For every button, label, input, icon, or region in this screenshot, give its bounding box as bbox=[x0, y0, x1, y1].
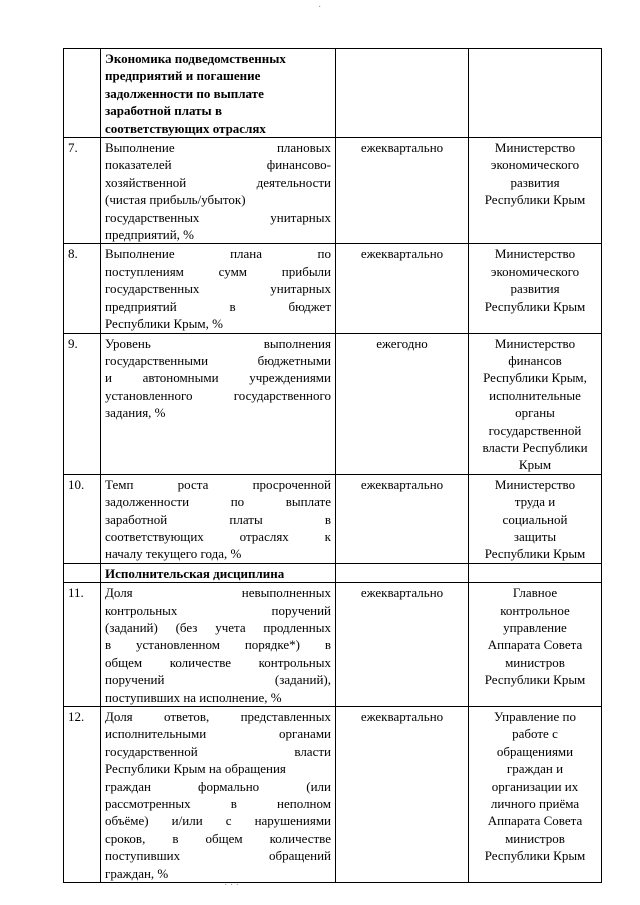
table-row bbox=[64, 333, 602, 474]
responsible-line: государственной bbox=[488, 422, 582, 438]
row-number: 8. bbox=[64, 244, 101, 333]
responsible-authority bbox=[469, 138, 602, 244]
indicator-name-line: (чистая прибыль/убыток) bbox=[105, 192, 246, 208]
indicator-name-line: (заданий) (без учета продленных bbox=[105, 620, 331, 635]
periodicity: ежегодно bbox=[336, 333, 469, 474]
responsible-authority bbox=[469, 583, 602, 707]
section-title-line: задолженности по выплате bbox=[105, 85, 264, 101]
indicator-name-line: исполнительными органами bbox=[105, 726, 331, 742]
indicators-table-body bbox=[64, 49, 602, 883]
periodicity: ежеквартально bbox=[336, 474, 469, 563]
row-number: 7. bbox=[64, 138, 101, 244]
indicator-name-line: началу текущего года, % bbox=[105, 546, 242, 562]
responsible-authority bbox=[469, 707, 602, 883]
periodicity: ежеквартально bbox=[336, 583, 469, 707]
section-header-row bbox=[64, 49, 602, 138]
responsible-line: развития bbox=[510, 174, 560, 190]
responsible-line: защиты bbox=[513, 528, 557, 544]
indicator-name-line: в установленном порядке*) в bbox=[105, 637, 331, 653]
section-title-line: соответствующих отраслях bbox=[105, 120, 266, 136]
scan-speck: · bbox=[318, 2, 322, 13]
indicator-name bbox=[101, 583, 336, 707]
indicator-name bbox=[101, 707, 336, 883]
indicator-name-line: предприятий в бюджет bbox=[105, 298, 331, 314]
responsible-line: власти Республики bbox=[482, 439, 588, 455]
indicator-name bbox=[101, 138, 336, 244]
section-num-cell bbox=[64, 49, 101, 138]
section-resp-cell bbox=[469, 563, 602, 582]
indicator-name-line: поступивших обращений bbox=[105, 848, 331, 864]
scan-speck: · · · bbox=[224, 880, 239, 891]
indicator-name-line: соответствующих отраслях к bbox=[105, 528, 331, 544]
section-resp-cell bbox=[469, 49, 602, 138]
indicator-name-line: показателей финансово- bbox=[105, 157, 331, 173]
section-title-line: Экономика подведомственных bbox=[105, 51, 286, 66]
indicator-name-line: Республики Крым на обращения bbox=[105, 761, 286, 777]
section-num-cell bbox=[64, 563, 101, 582]
indicator-name-line: задания, % bbox=[105, 405, 166, 421]
responsible-line: Крым bbox=[518, 457, 552, 473]
indicator-name-line: государственной власти bbox=[105, 743, 331, 759]
responsible-line: Республики Крым bbox=[484, 298, 586, 314]
indicator-name-line: сроков, в общем количестве bbox=[105, 830, 331, 846]
responsible-line: министров bbox=[505, 654, 565, 670]
indicator-name-line: общем количестве контрольных bbox=[105, 654, 331, 670]
responsible-line: Министерство bbox=[494, 476, 576, 492]
responsible-line: Аппарата Совета bbox=[487, 813, 583, 829]
indicator-name-line: задолженности по выплате bbox=[105, 494, 331, 510]
indicator-name-line: Темп роста просроченной bbox=[105, 476, 331, 492]
indicator-name-line: установленного государственного bbox=[105, 387, 331, 403]
table-row bbox=[64, 707, 602, 883]
indicator-name-line: и автономными учреждениями bbox=[105, 370, 331, 386]
responsible-line: Республики Крым bbox=[484, 192, 586, 208]
section-title-line: предприятий и погашение bbox=[105, 68, 261, 84]
responsible-line: управление bbox=[503, 620, 567, 635]
indicator-name-line: Доля невыполненных bbox=[105, 585, 331, 601]
indicator-name-line: Уровень выполнения bbox=[105, 335, 331, 351]
responsible-line: исполнительные bbox=[489, 387, 581, 403]
indicator-name-line: Выполнение плановых bbox=[105, 140, 331, 156]
section-header-row bbox=[64, 563, 602, 582]
responsible-authority bbox=[469, 244, 602, 333]
indicator-name-line: граждан формально (или bbox=[105, 778, 331, 794]
indicator-name-line: рассмотренных в неполном bbox=[105, 796, 331, 812]
responsible-line: министров bbox=[505, 830, 565, 846]
indicator-name bbox=[101, 333, 336, 474]
row-number: 12. bbox=[64, 707, 101, 883]
responsible-line: контрольное bbox=[500, 602, 570, 618]
indicator-name-line: контрольных поручений bbox=[105, 602, 331, 618]
table-row bbox=[64, 474, 602, 563]
responsible-line: Аппарата Совета bbox=[487, 637, 583, 653]
indicator-name-line: государственными бюджетными bbox=[105, 352, 331, 368]
responsible-line: Министерство bbox=[494, 335, 576, 351]
responsible-line: труда и bbox=[514, 494, 556, 510]
section-title-line: заработной платы в bbox=[105, 103, 222, 119]
indicator-name bbox=[101, 244, 336, 333]
responsible-line: личного приёма bbox=[490, 796, 580, 812]
indicators-table bbox=[63, 48, 602, 883]
section-period-cell bbox=[336, 563, 469, 582]
section-period-cell bbox=[336, 49, 469, 138]
row-number: 11. bbox=[64, 583, 101, 707]
responsible-line: Республики Крым bbox=[484, 546, 586, 562]
responsible-authority bbox=[469, 333, 602, 474]
indicator-name-line: государственных унитарных bbox=[105, 209, 331, 225]
responsible-line: экономического bbox=[490, 263, 580, 279]
indicator-name-line: предприятий, % bbox=[105, 227, 194, 243]
responsible-line: работе с bbox=[512, 726, 558, 742]
indicator-name-line: Выполнение плана по bbox=[105, 246, 331, 262]
responsible-line: экономического bbox=[490, 157, 580, 173]
section-title bbox=[101, 49, 336, 138]
indicator-name-line: хозяйственной деятельности bbox=[105, 174, 331, 190]
table-row bbox=[64, 583, 602, 707]
responsible-line: финансов bbox=[508, 352, 562, 368]
responsible-authority bbox=[469, 474, 602, 563]
indicator-name-line: поручений (заданий), bbox=[105, 672, 331, 688]
responsible-line: Министерство bbox=[494, 246, 576, 262]
indicator-name-line: заработной платы в bbox=[105, 511, 331, 527]
section-title bbox=[101, 563, 336, 582]
section-title-line: Исполнительская дисциплина bbox=[105, 565, 285, 581]
indicator-name-line: Доля ответов, представленных bbox=[105, 709, 331, 725]
responsible-line: организации их bbox=[491, 778, 579, 794]
responsible-line: Республики Крым bbox=[484, 672, 586, 688]
indicator-name-line: государственных унитарных bbox=[105, 281, 331, 297]
responsible-line: Управление по bbox=[494, 709, 576, 725]
responsible-line: граждан и bbox=[506, 761, 564, 777]
indicator-name-line: объёме) и/или с нарушениями bbox=[105, 813, 331, 829]
responsible-line: обращениями bbox=[496, 743, 574, 759]
row-number: 10. bbox=[64, 474, 101, 563]
indicator-name-line: поступлениям сумм прибыли bbox=[105, 263, 331, 279]
responsible-line: Министерство bbox=[494, 140, 576, 156]
indicator-name-line: поступивших на исполнение, % bbox=[105, 689, 282, 705]
responsible-line: Главное bbox=[512, 585, 558, 601]
periodicity: ежеквартально bbox=[336, 707, 469, 883]
responsible-line: социальной bbox=[502, 511, 568, 527]
responsible-line: органы bbox=[515, 405, 555, 421]
periodicity: ежеквартально bbox=[336, 138, 469, 244]
indicator-name bbox=[101, 474, 336, 563]
indicator-name-line: граждан, % bbox=[105, 865, 169, 881]
table-row bbox=[64, 138, 602, 244]
responsible-line: Республики Крым bbox=[484, 848, 586, 864]
periodicity: ежеквартально bbox=[336, 244, 469, 333]
responsible-line: Республики Крым, bbox=[483, 370, 587, 386]
responsible-line: развития bbox=[510, 281, 560, 297]
indicator-name-line: Республики Крым, % bbox=[105, 316, 223, 332]
table-row bbox=[64, 244, 602, 333]
row-number: 9. bbox=[64, 333, 101, 474]
